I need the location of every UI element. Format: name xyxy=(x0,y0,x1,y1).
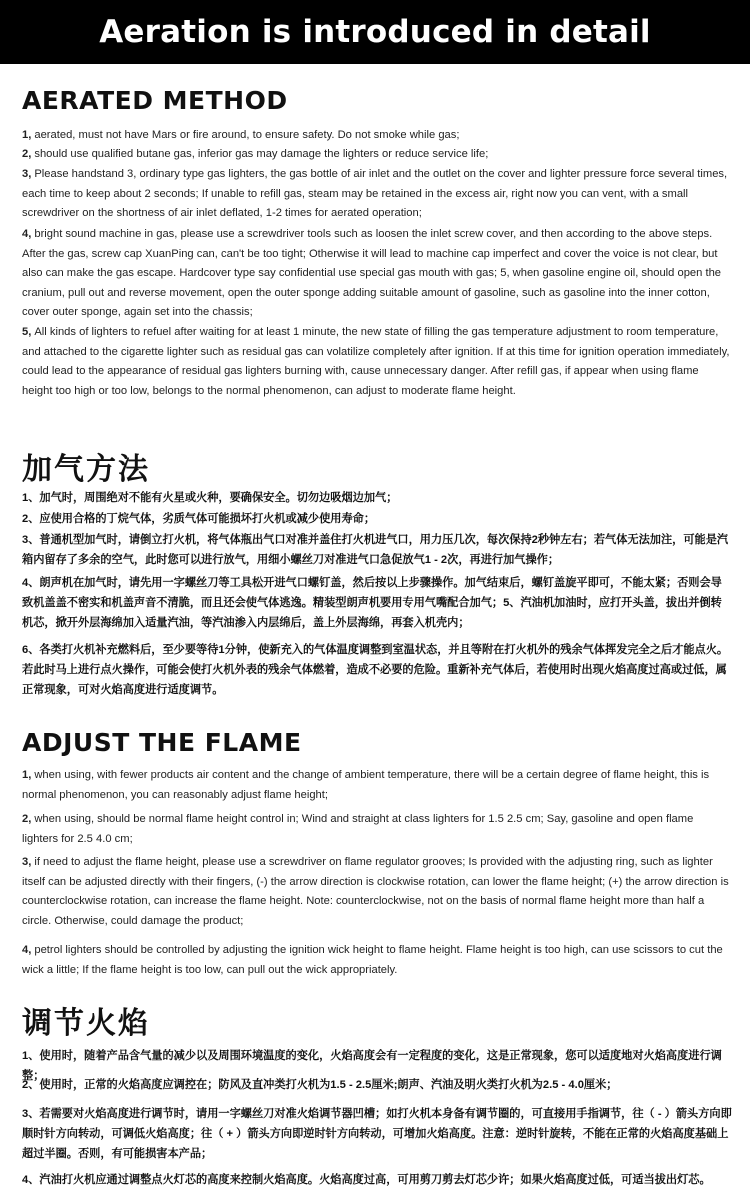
list-item: 1、加气时，周围绝对不能有火星或火种，要确保安全。切勿边吸烟边加气； xyxy=(22,492,398,504)
list-item: 2, should use qualified butane gas, inferior gas may damage the lighters or reduce service life; xyxy=(22,148,489,160)
list-item: 4、汽油打火机应通过调整点火灯芯的高度来控制火焰高度。火焰高度过高，可用剪刀剪去灯芯少许；如果火焰高度过低，可适当拔出灯芯。 xyxy=(22,1174,711,1186)
jiaqi-fangfa-heading: 加气方法 xyxy=(22,452,150,487)
page-banner xyxy=(0,0,750,64)
list-item: 4, bright sound machine in gas, please use a screwdriver tools such as loosen the inlet screw cover, and then according to the above steps. After the gas, screw cap XuanPing can, can't be too tight; Otherwise it will lead to machine cap imperfect and cover the voice is not clear, but also can make the gas escape. Hardcover type say confidential use special gas mouth with gas; 5, when gasoline engine oil, should open the cranium, pull out and reverse movement, open the outer sponge adding suitable amount of gasoline, such as gasoline into the inner cotton, cover outer sponge, again set into the chassis; xyxy=(22,228,722,318)
list-item: 3、普通机型加气时，请倒立打火机，将气体瓶出气口对准并盖住打火机进气口，用力压几次，每次保持2秒钟左右；若气体无法加注，可能是汽箱内留存了多余的空气，此时您可以进行放气，用细小螺丝刀对准进气口急促放气1 - 2次，再进行加气操作； xyxy=(22,534,729,566)
aerated-method-heading: AERATED METHOD xyxy=(22,86,288,115)
tiaojie-huoyan-heading: 调节火焰 xyxy=(22,1006,150,1041)
list-item: 4, petrol lighters should be controlled by adjusting the ignition wick height to flame height. Flame height is too high, can use scissors to cut the wick a little; If the flame height is too low, can pull out the wick appropriately. xyxy=(22,944,723,976)
banner-title: Aeration is introduced in detail xyxy=(99,14,651,50)
list-item: 2、使用时，正常的火焰高度应调控在；防风及直冲类打火机为1.5 - 2.5厘米;朗声、汽油及明火类打火机为2.5 - 4.0厘米； xyxy=(22,1079,618,1091)
list-item: 3, if need to adjust the flame height, please use a screwdriver on flame regulator grooves; Is provided with the adjusting ring, such as lighter itself can be adjusted directly with their fingers, (-) the arrow direction is clockwise rotation, can lower the flame height; (+) the arrow direction is counterclockwise rotation, can increase the flame height. Note: counterclockwise, not on the basis of normal flame height more than half a circle. Otherwise, could damage the product; xyxy=(22,856,729,927)
list-item: 6、各类打火机补充燃料后，至少要等待1分钟，使新充入的气体温度调整到室温状态，并且等附在打火机外的残余气体挥发完全之后才能点火。若此时马上进行点火操作，可能会使打火机外表的残余气体燃着，造成不必要的危险。重新补充气体后，若使用时出现火焰高度过高或过低，属正常现象，可对火焰高度进行适度调节。 xyxy=(22,644,729,696)
list-item: 1, when using, with fewer products air content and the change of ambient temperature, there will be a certain degree of flame height, this is normal phenomenon, you can reasonably adjust flame height; xyxy=(22,769,710,801)
list-item: 2、应使用合格的丁烷气体，劣质气体可能损坏打火机或减少使用寿命； xyxy=(22,513,376,525)
list-item: 1, aerated, must not have Mars or fire around, to ensure safety. Do not smoke while gas; xyxy=(22,129,460,141)
list-item: 2, when using, should be normal flame height control in; Wind and straight at class lighters for 1.5 2.5 cm; Say, gasoline and open flame lighters for 2.5 4.0 cm; xyxy=(22,813,694,845)
list-item: 4、朗声机在加气时，请先用一字螺丝刀等工具松开进气口螺钉盖，然后按以上步骤操作。加气结束后，螺钉盖旋平即可，不能太紧；否则会导致机盖盖不密实和机盖声音不清脆，而且还会使气体逃逸。精装型朗声机要用专用气嘴配合加气；5、汽油机加油时，应打开头盖，拔出并倒转机芯，掀开外层海绵加入适量汽油，等汽油渗入内层绵后，盖上外层海绵，再套入机壳内； xyxy=(22,577,722,629)
list-item: 3、若需要对火焰高度进行调节时，请用一字螺丝刀对准火焰调节器凹槽；如打火机本身备有调节圈的，可直接用手指调节，往（ - ）箭头方向即顺时针方向转动，可调低火焰高度；往（ + ）箭头方向即逆时针方向转动，可增加火焰高度。注意：逆时针旋转，不能在正常的火焰高度基础上超过半圈。否则，有可能损害本产品； xyxy=(22,1108,732,1160)
list-item: 1、使用时，随着产品含气量的减少以及周围环境温度的变化，火焰高度会有一定程度的变化，这是正常现象，您可以适度地对火焰高度进行调整； xyxy=(22,1050,722,1082)
list-item: 3, Please handstand 3, ordinary type gas lighters, the gas bottle of air inlet and the outlet on the cover and lighter pressure force several times, each time to keep about 2 seconds; If unable to refill gas, steam may be retained in the excess air, right now you can vent, with a small screwdriver on the shortness of air inlet deflated, 1-2 times for aerated operation; xyxy=(22,168,728,219)
list-item: 5, All kinds of lighters to refuel after waiting for at least 1 minute, the new state of filling the gas temperature adjustment to room temperature, and attached to the cigarette lighter such as residual gas can volatilize completely after ignition. If at this time for ignition operation immediately, could lead to the appearance of residual gas lighters burning with, cause unnecessary danger. After refill gas, if appear when using flame height too high or too low, belongs to the normal phenomenon, can adjust to moderate flame height. xyxy=(22,326,730,397)
adjust-flame-heading: ADJUST THE FLAME xyxy=(22,728,302,757)
